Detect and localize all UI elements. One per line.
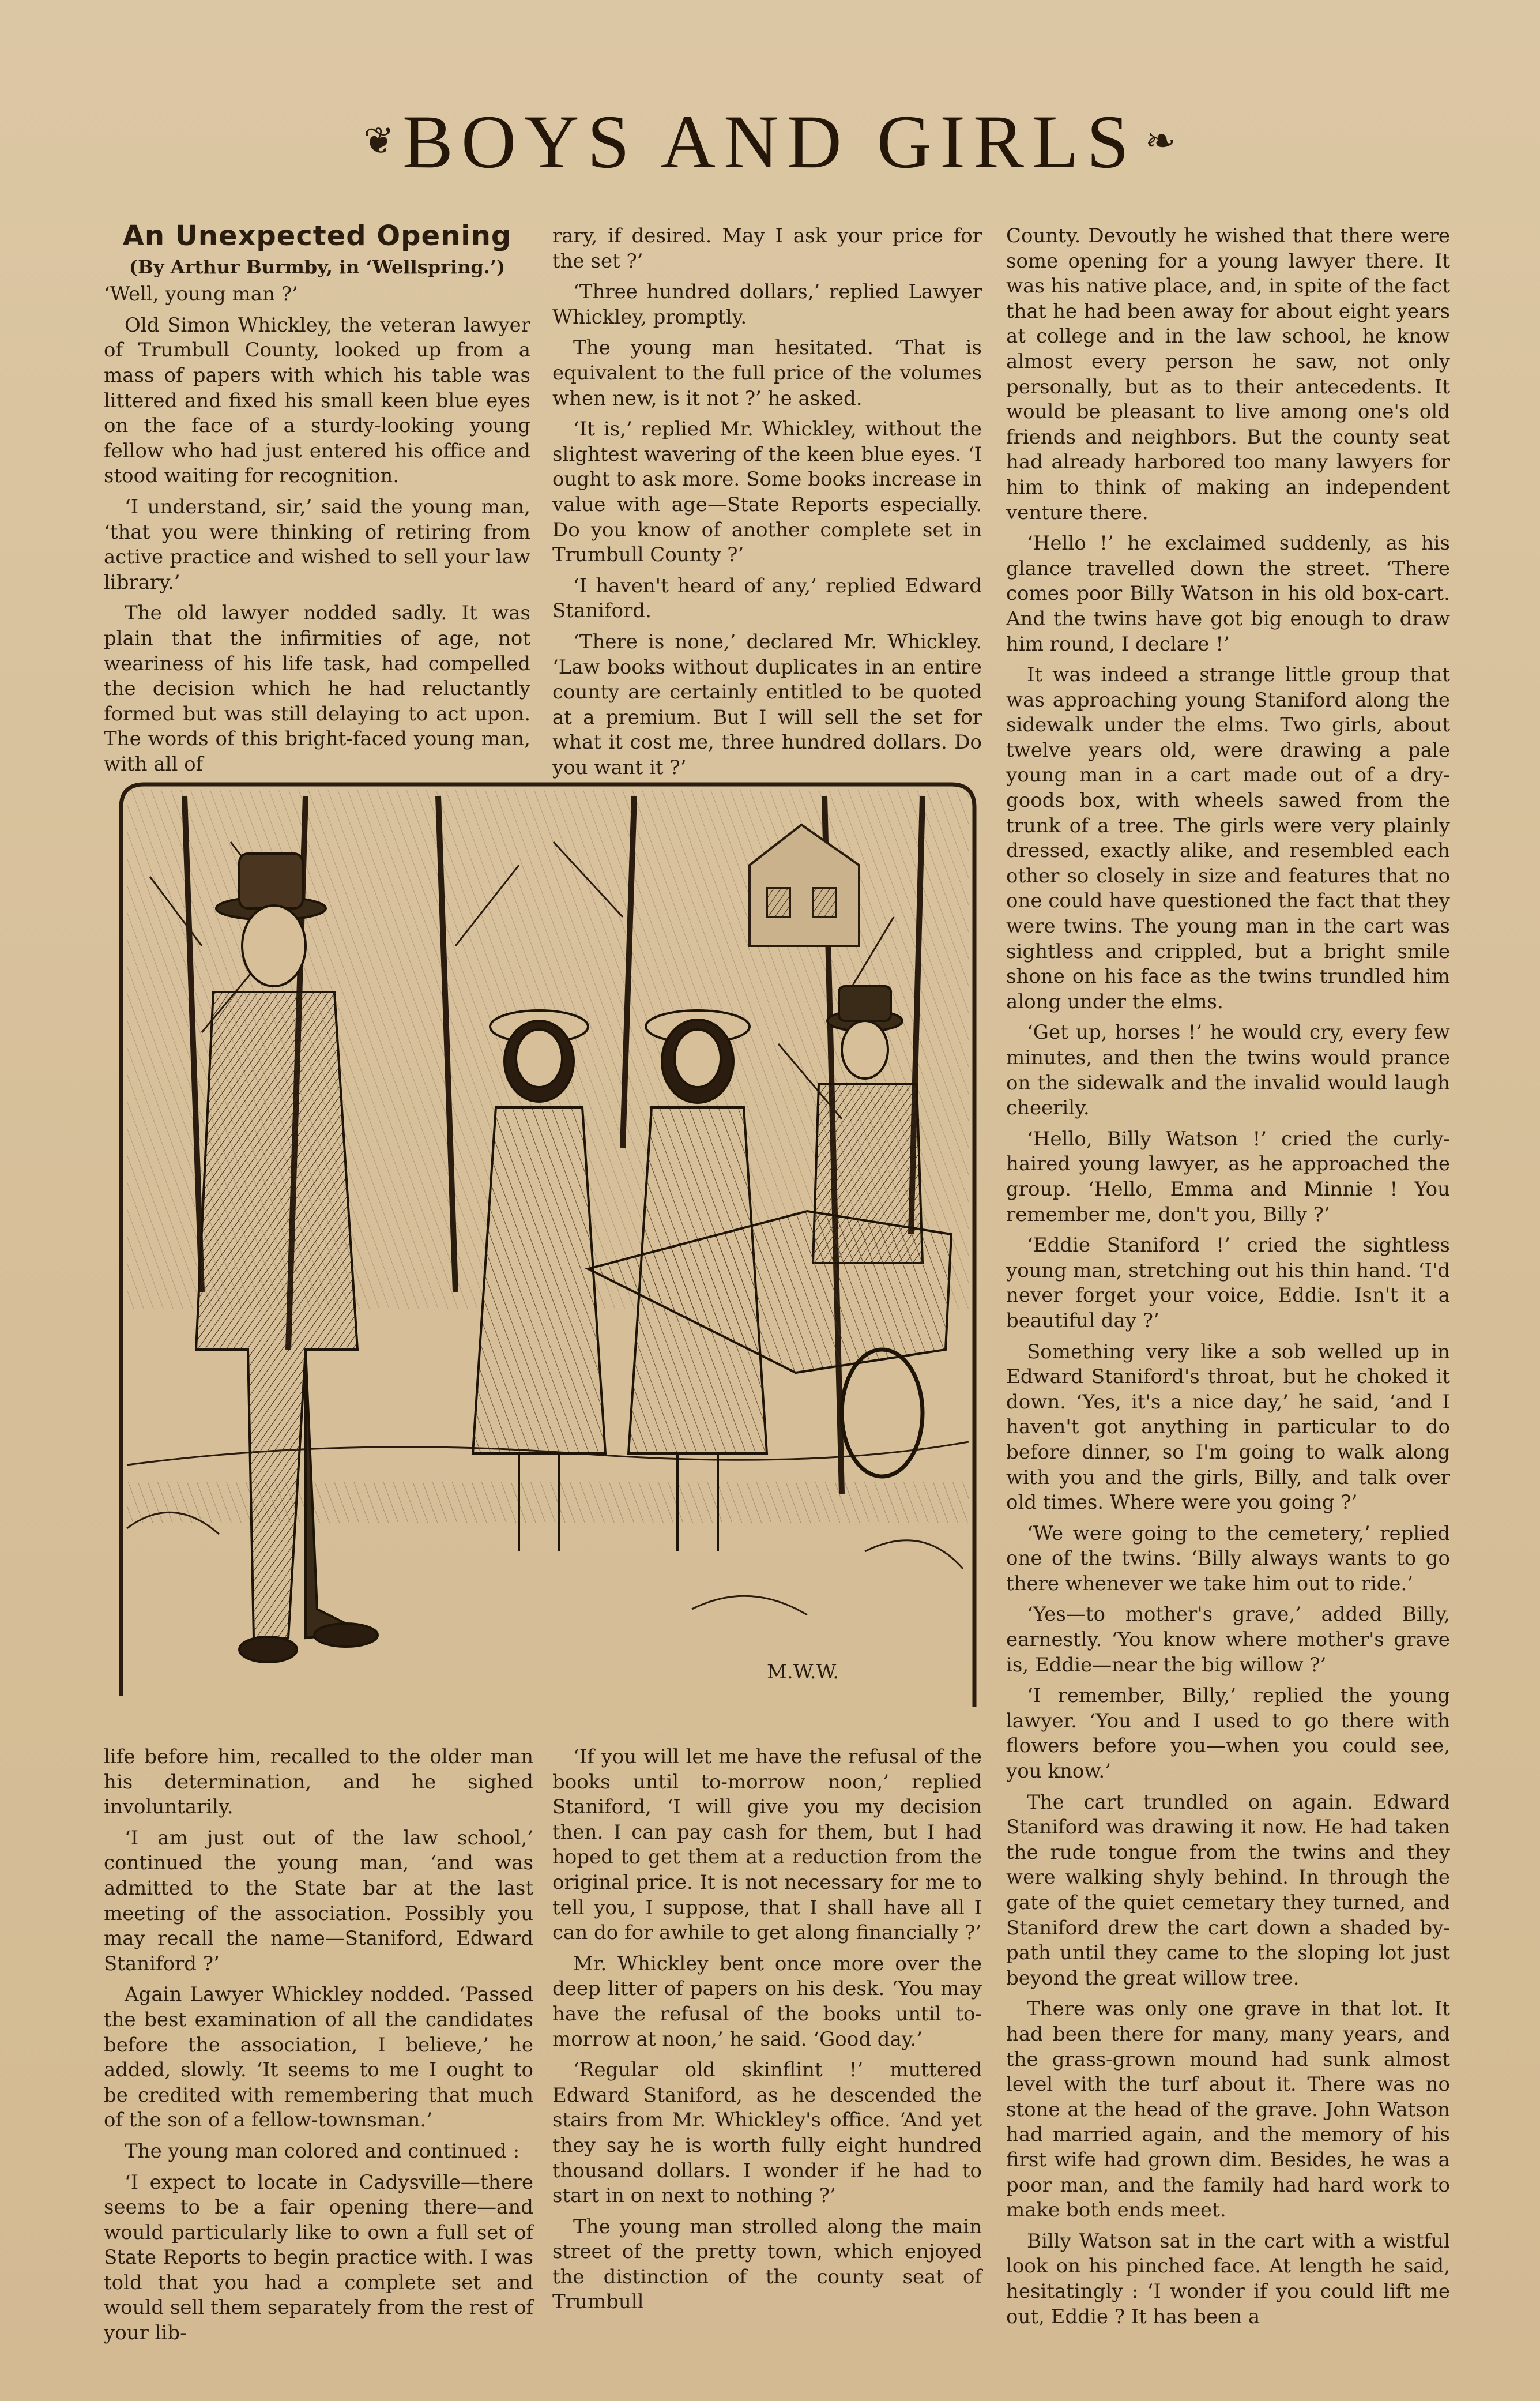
paragraph: The old lawyer nodded sadly. It was plain that the infirmities of age, not weariness of his life task, had compelled the decision which he had reluctantly formed but was still delaying to act upon. The words of this bright-faced young man, with all of <box>104 602 530 776</box>
paragraph: ‘Get up, horses !’ he would cry, every few minutes, and then the twins would prance on the sidewalk and the invalid would laugh cheerily. <box>1006 1021 1450 1120</box>
paragraph: ‘Three hundred dollars,’ replied Lawyer Whickley, promptly. <box>552 280 982 329</box>
paragraph: ‘There is none,’ declared Mr. Whickley. ‘Law books without duplicates in an entire county are certainly entitled to be quoted at a premium. But I will sell the set for what it cost me, three hundred dollars. Do you want it ?’ <box>552 630 982 779</box>
paragraph: Mr. Whickley bent once more over the deep litter of papers on his desk. ‘You may have the refusal of the books until to-morrow at noon,’ he said. ‘Good day.’ <box>552 1952 982 2051</box>
paragraph: ‘I am just out of the law school,’ continued the young man, ‘and was admitted to the State bar at the last meeting of the association. Possibly you may recall the name—Staniford, Edward Staniford ?’ <box>104 1826 533 1975</box>
paragraph: life before him, recalled to the older man his determination, and he sighed involuntarily. <box>104 1745 533 1819</box>
masthead <box>300 101 1240 182</box>
paragraph: Old Simon Whickley, the veteran lawyer of Trumbull County, looked up from a mass of papers with which his table was littered and fixed his small keen blue eyes on the face of a sturdy-looking young fellow who had just entered his office and stood waiting for recognition. <box>104 313 530 488</box>
column-2-top <box>552 224 982 779</box>
paragraph: There was only one grave in that lot. It had been there for many, many years, and the grass-grown mound had sunk almost level with the turf about it. There was no stone at the head of the grave. John Watson had married again, and the memory of his first wife had grown dim. Besides, he was a poor man, and the family had hard work to make both ends meet. <box>1006 1997 1450 2222</box>
engraving-illustration <box>115 773 980 1719</box>
paragraph: ‘Well, young man ?’ <box>104 283 298 306</box>
paragraph: County. Devoutly he wished that there were some opening for a young lawyer there. It was his native place, and, in spite of the fact that he had been away for about eight years at college and in the law school, he know almost every person he saw, not only personally, but as to their antecedents. It would be pleasant to live among one's old friends and neighbors. But the county seat had already harbored too many lawyers for him to think of making an independent venture there. <box>1006 224 1450 524</box>
paragraph: ‘I understand, sir,’ said the young man, ‘that you were thinking of retiring from active practice and wished to sell your law library.’ <box>104 495 530 594</box>
paragraph: ‘Hello, Billy Watson !’ cried the curly-haired young lawyer, as he approached the group. ‘Hello, Emma and Minnie ! You remember me, don't you, Billy ?’ <box>1006 1127 1450 1226</box>
paragraph: ‘I remember, Billy,’ replied the young lawyer. ‘You and I used to go there with flowers before you—when you could see, you know.’ <box>1006 1684 1450 1783</box>
paragraph: The cart trundled on again. Edward Staniford was drawing it now. He had taken the rude tongue from the twins and they were walking shyly behind. In through the gate of the quiet cemetary they turned, and Staniford drew the cart down a shaded by-path until they came to the sloping lot just beyond the great willow tree. <box>1006 1790 1450 1990</box>
paragraph: ‘Yes—to mother's grave,’ added Billy, earnestly. ‘You know where mother's grave is, Eddie—near the big willow ?’ <box>1006 1603 1450 1677</box>
paragraph: Billy Watson sat in the cart with a wistful look on his pinched face. At length he said, hesitatingly : ‘I wonder if you could lift me out, Eddie ? It has been a <box>1006 2229 1450 2328</box>
scroll-ornament-icon: ❦ <box>363 120 394 163</box>
paragraph: ‘I expect to locate in Cadysville—there seems to be a fair opening there—and would particularly like to own a full set of State Reports to begin practice with. I was told that you had a complete set and would sell them separately from the rest of your lib- <box>104 2170 533 2345</box>
paragraph: ‘If you will let me have the refusal of the books until to-morrow noon,’ replied Staniford, ‘I will give you my decision then. I can pay cash for them, but I had hoped to get them at a reduction from the original price. It is not necessary for me to tell you, I suppose, that I shall have all I can do for awhile to get along financially ?’ <box>552 1745 982 1945</box>
paragraph: ‘I haven't heard of any,’ replied Edward Staniford. <box>552 574 982 623</box>
column-3 <box>1006 224 1450 2328</box>
byline: (By Arthur Burmby, in ‘Wellspring.’) <box>129 255 506 278</box>
paragraph: rary, if desired. May I ask your price for the set ?’ <box>552 224 982 273</box>
page-title: BOYS AND GIRLS <box>402 99 1138 184</box>
column-2-bottom <box>552 1745 982 2314</box>
paragraph: The young man hesitated. ‘That is equivalent to the full price of the volumes when new, is it not ?’ he asked. <box>552 336 982 410</box>
column-1-bottom <box>104 1745 533 2345</box>
paragraph: ‘Eddie Staniford !’ cried the sightless young man, stretching out his thin hand. ‘I'd never forget your voice, Eddie. Isn't it a beautiful day ?’ <box>1006 1234 1450 1332</box>
paragraph: ‘Hello !’ he exclaimed suddenly, as his glance travelled down the street. ‘There comes poor Billy Watson in his old box-cart. And the twins have got big enough to draw him round, I declare !’ <box>1006 532 1450 656</box>
paragraph: Something very like a sob welled up in Edward Staniford's throat, but he choked it down. ‘Yes, it's a nice day,’ he said, ‘and I haven't got anything in particular to do before dinner, so I'm going to walk along with you and the girls, Billy, and talk over old times. Where were you going ?’ <box>1006 1340 1450 1515</box>
paragraph: ‘We were going to the cemetery,’ replied one of the twins. ‘Billy always wants to go there whenever we take him out to ride.’ <box>1006 1521 1450 1595</box>
paragraph: The young man strolled along the main street of the pretty town, which enjoyed the distinction of the county seat of Trumbull <box>552 2215 982 2314</box>
column-1-top <box>104 220 530 776</box>
illustration-svg <box>115 773 980 1719</box>
illustration-signature: M.W.W. <box>767 1660 839 1684</box>
paragraph: ‘It is,’ replied Mr. Whickley, without the slightest wavering of the keen blue eyes. ‘I ought to ask more. Some books increase in value with age—State Reports especially. Do you know of another complete set in Trumbull County ?’ <box>552 418 982 567</box>
scroll-ornament-icon: ❧ <box>1145 120 1176 163</box>
paragraph: ‘Regular old skinflint !’ muttered Edward Staniford, as he descended the stairs from Mr. Whickley's office. ‘And yet they say he is worth fully eight hundred thousand dollars. I wonder if he had to start in on next to nothing ?’ <box>552 2058 982 2208</box>
paragraph: The young man colored and continued : <box>125 2139 520 2163</box>
article-title: An Unexpected Opening <box>122 220 512 252</box>
paragraph: Again Lawyer Whickley nodded. ‘Passed the best examination of all the candidates before the association, I believe,’ he added, slowly. ‘It seems to me I ought to be credited with remembering that much of the son of a fellow-townsman.’ <box>104 1983 533 2132</box>
paragraph: It was indeed a strange little group that was approaching young Staniford along the sidewalk under the elms. Two girls, about twelve years old, were drawing a pale young man in a cart made out of a dry-goods box, with wheels sawed from the trunk of a tree. The girls were very plainly dressed, exactly alike, and resembled each other so closely in size and features that no one could have questioned the fact that they were twins. The young man in the cart was sightless and crippled, but a bright smile shone on his face as the twins trundled him along under the elms. <box>1006 663 1450 1013</box>
